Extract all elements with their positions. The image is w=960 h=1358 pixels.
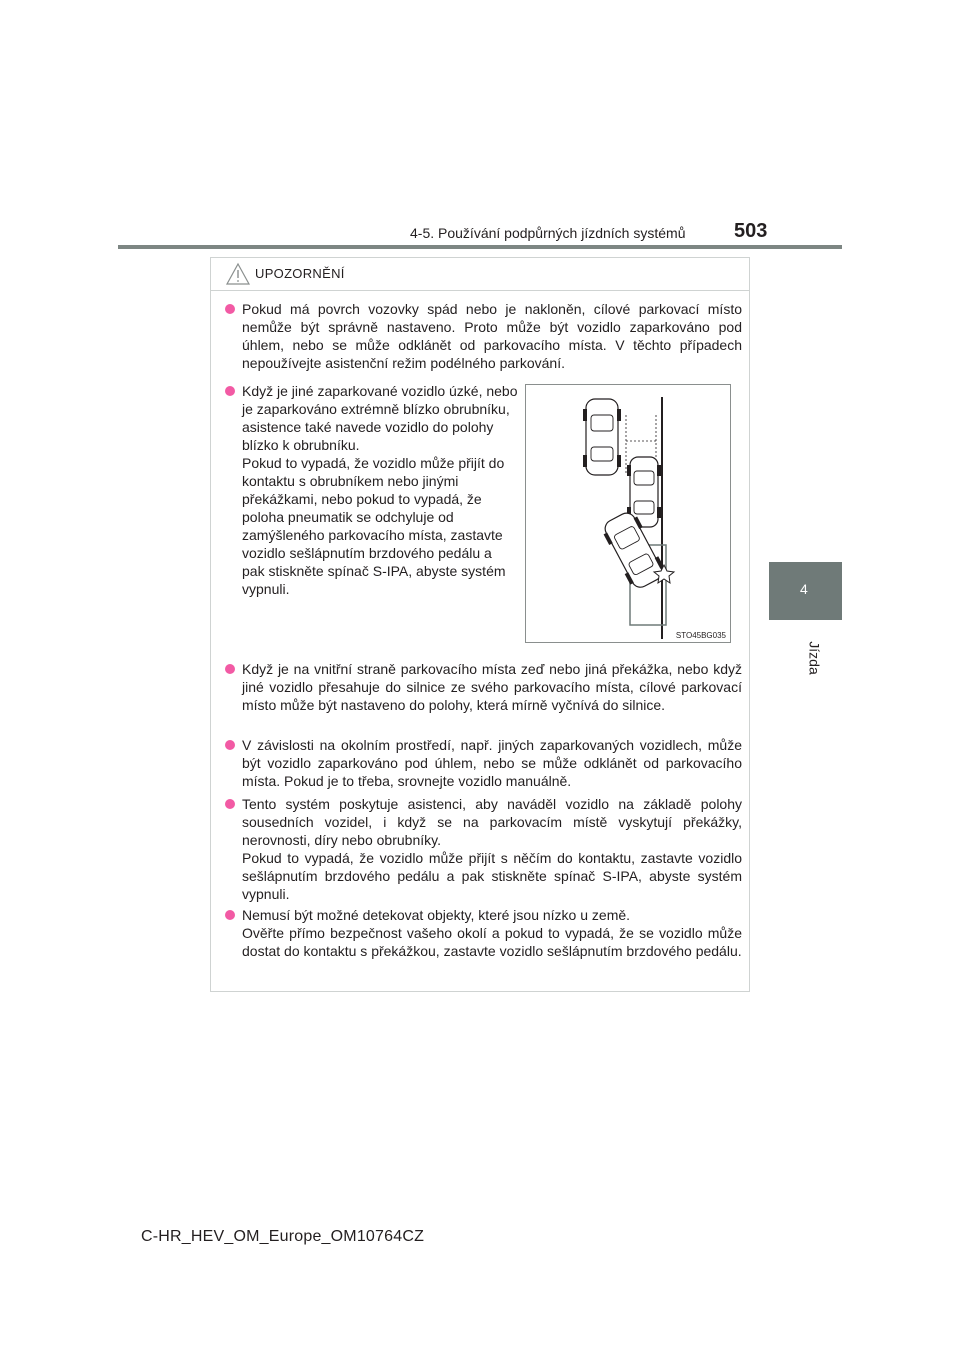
chapter-tab	[769, 562, 842, 620]
page-number: 503	[734, 220, 768, 242]
warning-title: UPOZORNĚNÍ	[255, 266, 345, 281]
parking-diagram-svg	[526, 385, 730, 642]
warning-item-text: Pokud to vypadá, že vozidlo může přijít s něčím do kontaktu, zastavte vozidlo sešlápnutím brzdového pedálu a pak stiskněte spínač S-IPA, abyste systém vypnuli.	[242, 850, 742, 902]
warning-item-text: Nemusí být možné detekovat objekty, které jsou nízko u země.	[242, 907, 631, 923]
bullet-dot-icon	[225, 740, 235, 750]
chapter-label-text: Jízda	[806, 641, 823, 675]
warning-item-text: Pokud má povrch vozovky spád nebo je nakloněn, cílové parkovací místo nemůže být správně nastaveno. Proto může být vozidlo zaparkováno pod úhlem, nebo se může odklánět od parkovacího místa. V těchto případech nepoužívejte asistenční režim podélného parkování.	[242, 301, 742, 371]
warning-item-text: V závislosti na okolním prostředí, např. jiných zaparkovaných vozidlech, může být vozidlo zaparkováno pod úhlem, nebo se může odklánět od parkovacího místa. Pokud je to třeba, srovnejte vozidlo manuálně.	[242, 737, 742, 789]
section-title: 4-5. Používání podpůrných jízdních systémů	[410, 225, 686, 241]
warning-header	[211, 258, 749, 291]
warning-triangle-icon	[225, 262, 251, 291]
warning-item-text: Ověřte přímo bezpečnost vašeho okolí a pokud to vypadá, že se vozidlo může dostat do kontaktu s překážkou, zastavte vozidlo sešlápnutím brzdového pedálu.	[242, 925, 742, 959]
warning-item	[225, 906, 742, 960]
warning-item-text: Pokud to vypadá, že vozidlo může přijít do kontaktu s obrubníkem nebo jinými překážkami, nebo pokud to vypadá, že poloha pneumatik se odchyluje od zamýšleného parkovacího místa, zastavte vozidlo sešlápnutím brzdového pedálu a pak stiskněte spínač S-IPA, abyste systém vypnuli.	[242, 455, 506, 597]
figure-id: STO45BG035	[675, 631, 726, 640]
warning-item	[225, 660, 742, 714]
bullet-dot-icon	[225, 910, 235, 920]
document-code: C-HR_HEV_OM_Europe_OM10764CZ	[141, 1228, 425, 1245]
bullet-dot-icon	[225, 664, 235, 674]
chapter-number: 4	[800, 581, 808, 597]
warning-item	[225, 736, 742, 790]
parking-cars-diagram	[525, 384, 731, 643]
bullet-dot-icon	[225, 304, 235, 314]
chapter-label	[772, 640, 842, 680]
warning-item-text: Když je jiné zaparkované vozidlo úzké, nebo je zaparkováno extrémně blízko obrubníku, asistence také navede vozidlo do polohy blízko k obrubníku.	[242, 383, 518, 453]
warning-item-text: Když je na vnitřní straně parkovacího místa zeď nebo jiná překážka, nebo když jiné vozidlo přesahuje do silnice ze svého parkovacího místa, cílové parkovací místo může být nastaveno do polohy, která mírně vyčnívá do silnice.	[242, 661, 742, 713]
bullet-dot-icon	[225, 386, 235, 396]
warning-item	[225, 300, 742, 372]
warning-item	[225, 795, 742, 903]
warning-item-text: Tento systém poskytuje asistenci, aby naváděl vozidlo na základě polohy sousedních vozidel, i když se na parkovacím místě vyskytují překážky, nerovnosti, díry nebo obrubníky.	[242, 796, 742, 848]
warning-item	[225, 382, 518, 598]
header-rule	[118, 245, 842, 249]
bullet-dot-icon	[225, 799, 235, 809]
